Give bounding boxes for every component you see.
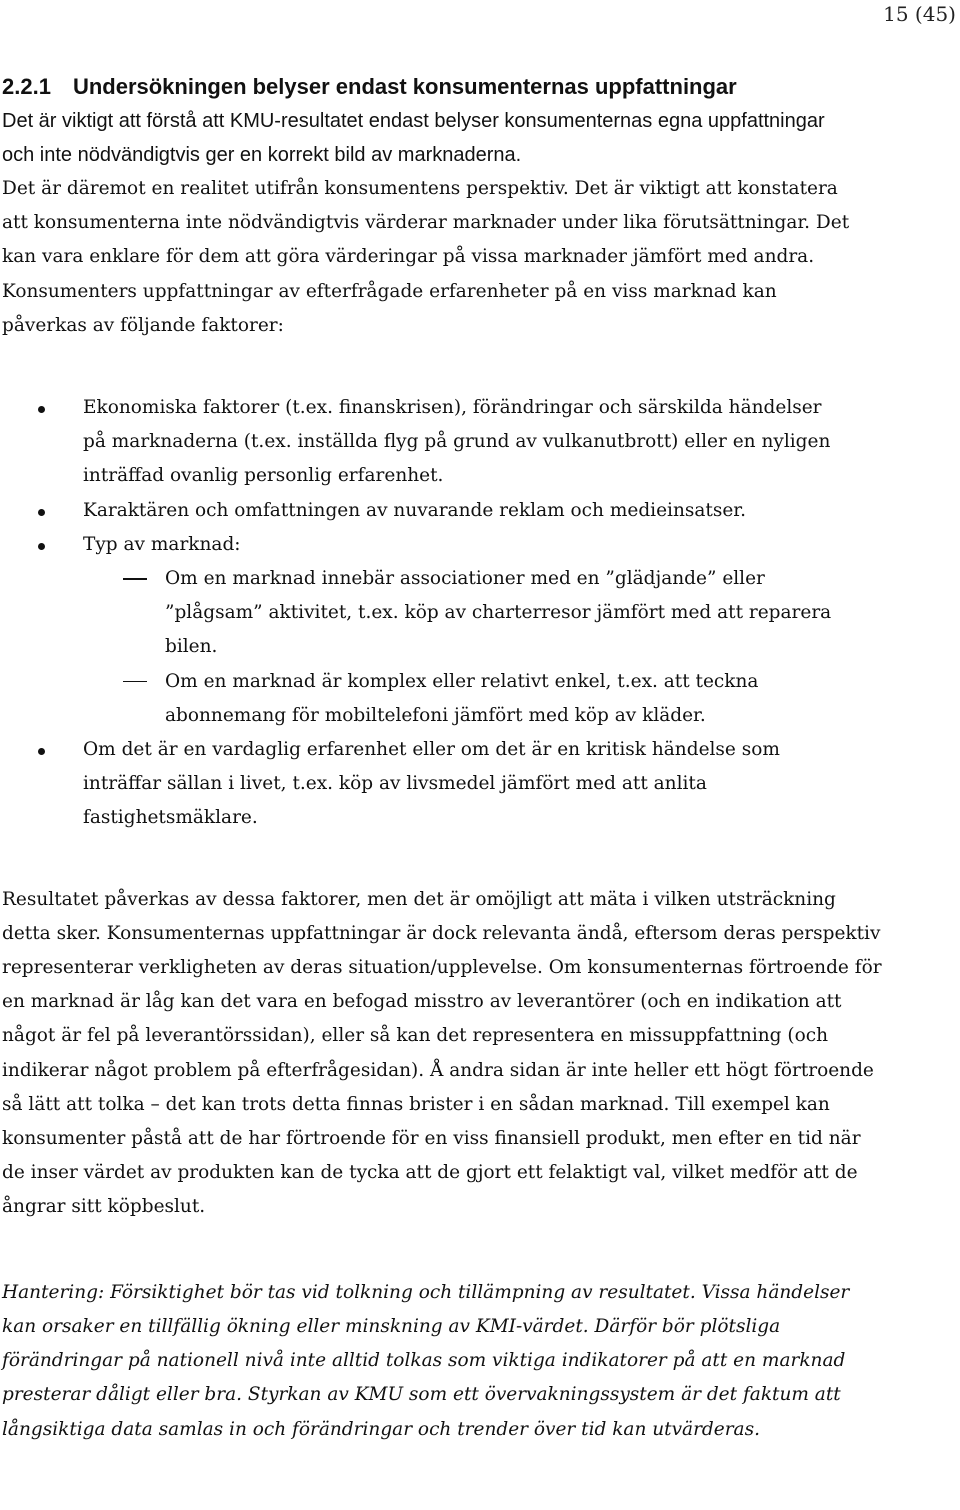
factor-economic-text: Ekonomiska faktorer (t.ex. finanskrisen), förändringar och särskilda händelser på marknaderna (t.ex. inställda flyg på grund av vulkanutbrott) eller en nyligen inträffad ovanlig personlig erfarenhet. — [83, 397, 831, 487]
market-type-sub2-text: Om en marknad är komplex eller relativt enkel, t.ex. att teckna abonnemang för mobiltelefoni jämfört med köp av kläder. — [165, 670, 759, 726]
market-type-sub1-text: Om en marknad innebär associationer med en ”glädjande” eller ”plågsam” aktivitet, t.ex. köp av charterresor jämfört med att reparera bilen. — [165, 568, 832, 658]
intro-paragraph-sans: Det är viktigt att förstå att KMU-resultatet endast belyser konsumenternas egna uppfattningar och inte nödvändigtvis ger en korrekt bild av marknaderna. — [2, 110, 825, 166]
page-number: 15 (45) — [883, 2, 956, 26]
intro-paragraph-serif: Det är däremot en realitet utifrån konsumentens perspektiv. Det är viktigt att konstatera att konsumenterna inte nödvändigtvis värderar marknader under lika förutsättningar. Det kan vara enklare för dem att göra värderingar på vissa marknader jämfört med andra. Konsumenters uppfattningar av efterfrågade erfarenheter på en viss marknad kan påverkas av följande faktorer: — [2, 178, 850, 336]
dash-icon — [123, 681, 147, 683]
market-type-sub-item — [83, 665, 865, 733]
factor-everyday — [2, 733, 843, 836]
handling-paragraph: Hantering: Försiktighet bör tas vid tolkning och tillämpning av resultatet. Vissa händelser kan orsaker en tillfällig ökning eller minskning av KMI-värdet. Därför bör plötsliga förändringar på nationell nivå inte alltid tolkas som viktiga indikatorer på att en marknad presterar dåligt eller bra. Styrkan av KMU som ett övervakningssystem är det faktum att långsiktiga data samlas in och förändringar och trender över tid kan utvärderas. — [2, 1281, 850, 1440]
factor-advertising — [2, 494, 843, 528]
result-paragraph: Resultatet påverkas av dessa faktorer, men det är omöjligt att mäta i vilken utsträckning detta sker. Konsumenternas uppfattningar är dock relevanta ändå, eftersom deras perspektiv representerar verkligheten av deras situation/upplevelse. Om konsumenternas förtroende för en marknad är låg kan det vara en befogad misstro av leverantörer (och en indikation att något är fel på leverantörssidan), eller så kan det representera en missuppfattning (och indikerar något problem på efterfrågesidan). Å andra sidan är inte heller ett högt förtroende så lätt att tolka – det kan trots detta finnas brister i en sådan marknad. Till exempel kan konsumenter påstå att de har förtroende för en viss finansiell produkt, men efter en tid när de inser värdet av produkten kan de tycka att de gjort ett felaktigt val, vilket medför att de ångrar sitt köpbeslut. — [2, 888, 882, 1218]
bullet-icon — [38, 748, 45, 755]
dash-icon — [123, 578, 147, 580]
factor-everyday-text: Om det är en vardaglig erfarenhet eller om det är en kritisk händelse som inträffar sällan i livet, t.ex. köp av livsmedel jämfört med att anlita fastighetsmäklare. — [83, 739, 780, 829]
bullet-icon — [38, 543, 45, 550]
section-title: Undersökningen belyser endast konsumenternas uppfattningar — [72, 74, 737, 99]
factor-advertising-text: Karaktären och omfattningen av nuvarande reklam och medieinsatser. — [83, 499, 746, 521]
factors-list — [2, 391, 882, 836]
factor-market-type-label: Typ av marknad: — [83, 533, 241, 555]
market-type-sub-item — [83, 562, 865, 665]
document-body — [2, 70, 882, 1447]
market-type-sublist — [83, 562, 843, 733]
section-heading — [2, 70, 882, 104]
factor-economic — [2, 391, 843, 494]
section-number: 2.2.1 — [2, 74, 51, 99]
bullet-icon — [38, 509, 45, 516]
factor-market-type — [2, 528, 843, 733]
bullet-icon — [38, 406, 45, 413]
